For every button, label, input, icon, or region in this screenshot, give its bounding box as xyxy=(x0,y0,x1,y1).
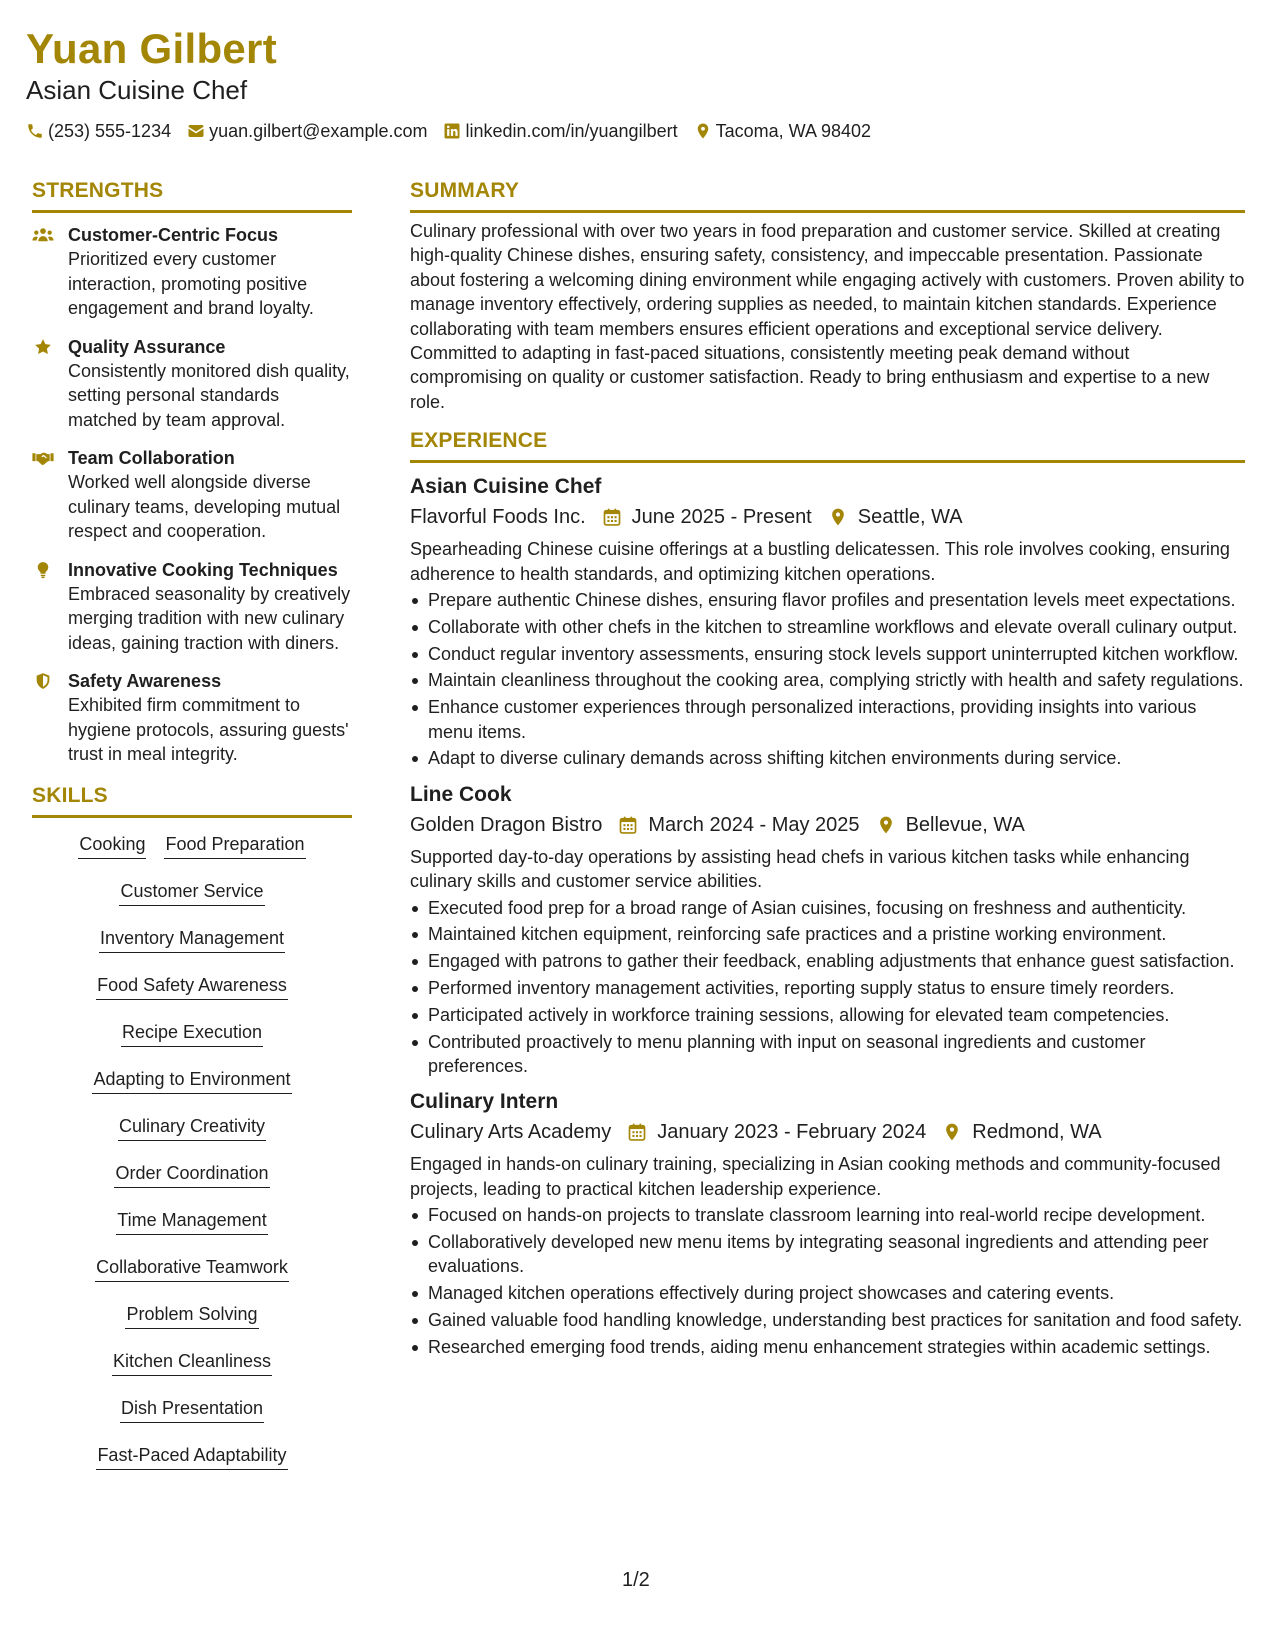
job-bullet: Prepare authentic Chinese dishes, ensuring flavor profiles and presentation levels meet expectations. xyxy=(410,588,1245,612)
job-bullet: Collaborate with other chefs in the kitchen to streamline workflows and elevate overall culinary output. xyxy=(410,615,1245,639)
contact-location xyxy=(694,120,871,142)
job-bullet: Maintain cleanliness throughout the cooking area, complying strictly with health and safety regulations. xyxy=(410,668,1245,692)
skill-tag: Recipe Execution xyxy=(121,1020,263,1047)
job-entry xyxy=(410,1088,1245,1359)
right-column xyxy=(410,176,1245,1362)
page-number: 1/2 xyxy=(622,1569,650,1591)
job-bullet: Adapt to diverse culinary demands across shifting kitchen environments during service. xyxy=(410,746,1245,770)
skill-tag: Fast-Paced Adaptability xyxy=(96,1443,287,1470)
job-bullet: Managed kitchen operations effectively during project showcases and catering events. xyxy=(410,1281,1245,1305)
job-location xyxy=(876,811,1025,839)
section-divider xyxy=(32,815,352,818)
job-entry xyxy=(410,473,1245,771)
lightbulb-icon xyxy=(32,558,58,656)
job-bullets xyxy=(410,588,1245,771)
strength-title: Safety Awareness xyxy=(68,671,222,691)
strength-description: Worked well alongside diverse culinary teams, developing mutual respect and cooperation. xyxy=(68,472,341,541)
phone-icon xyxy=(26,122,44,140)
job-bullet: Gained valuable food handling knowledge, understanding best practices for sanitation and food safety. xyxy=(410,1308,1245,1332)
job-bullet: Participated actively in workforce training sessions, allowing for elevated team competencies. xyxy=(410,1003,1245,1027)
summary-text: Culinary professional with over two years in food preparation and customer service. Skilled at creating high-quality Chinese dishes, ensuring safety, consistency, and impeccable presentation. Passionate about fostering a welcoming dining environment while engaging actively with customers. Proven ability to manage inventory effectively, ordering supplies as needed, to maintain kitchen standards. Experience collaborating with team members ensures efficient operations and exceptional service delivery. Committed to adapting in fast-paced situations, consistently meeting peak demand without compromising on quality or customer satisfaction. Ready to bring enthusiasm and expertise to a new role. xyxy=(410,221,1245,412)
job-bullet: Engaged with patrons to gather their feedback, enabling adjustments that enhance guest satisfaction. xyxy=(410,949,1245,973)
job-bullet: Collaboratively developed new menu items by integrating seasonal ingredients and attending peer evaluations. xyxy=(410,1230,1245,1279)
star-icon xyxy=(32,335,58,433)
job-meta xyxy=(410,1118,1245,1146)
skills-list xyxy=(32,832,352,1490)
job-bullet: Focused on hands-on projects to translate classroom learning into real-world recipe development. xyxy=(410,1203,1245,1227)
location-text: Tacoma, WA 98402 xyxy=(715,121,872,141)
skills-heading: SKILLS xyxy=(32,783,108,807)
shield-icon xyxy=(32,669,58,767)
strength-item xyxy=(32,669,352,767)
job-company: Golden Dragon Bistro xyxy=(410,813,603,836)
job-bullet: Enhance customer experiences through personalized interactions, providing insights into various menu items. xyxy=(410,695,1245,744)
resume-header xyxy=(26,24,1246,142)
job-description: Spearheading Chinese cuisine offerings at a bustling delicatessen. This role involves cooking, ensuring adherence to health standards, and optimizing kitchen operations. xyxy=(410,539,1230,584)
contact-bar xyxy=(26,120,1246,142)
job-company: Flavorful Foods Inc. xyxy=(410,506,586,529)
strength-item xyxy=(32,558,352,656)
linkedin-text[interactable]: linkedin.com/in/yuangilbert xyxy=(465,121,678,141)
job-location-text: Redmond, WA xyxy=(972,1121,1102,1144)
skill-tag: Order Coordination xyxy=(114,1161,269,1188)
strengths-heading: STRENGTHS xyxy=(32,179,164,202)
job-dates xyxy=(618,811,859,839)
skill-tag: Inventory Management xyxy=(99,926,285,953)
email-text[interactable]: yuan.gilbert@example.com xyxy=(209,121,428,141)
skill-tag: Time Management xyxy=(116,1208,267,1235)
contact-phone xyxy=(26,120,171,142)
skill-tag: Culinary Creativity xyxy=(118,1114,266,1141)
map-pin-icon xyxy=(694,122,712,140)
strengths-list xyxy=(32,223,352,767)
job-bullet: Researched emerging food trends, aiding menu enhancement strategies within academic settings. xyxy=(410,1335,1245,1359)
skill-tag: Customer Service xyxy=(119,879,264,906)
strength-title: Team Collaboration xyxy=(68,448,235,468)
contact-email[interactable] xyxy=(187,120,427,142)
job-bullets xyxy=(410,896,1245,1079)
strength-description: Exhibited firm commitment to hygiene protocols, assuring guests' trust in meal integrity. xyxy=(68,695,349,764)
job-location xyxy=(942,1118,1101,1146)
phone-text: (253) 555-1234 xyxy=(48,121,172,141)
job-dates-text: June 2025 - Present xyxy=(631,506,812,529)
skill-tag: Kitchen Cleanliness xyxy=(112,1349,272,1376)
skill-tag: Food Safety Awareness xyxy=(96,973,288,1000)
skill-tag: Dish Presentation xyxy=(120,1396,264,1423)
skill-tag: Collaborative Teamwork xyxy=(95,1255,289,1282)
job-title: Asian Cuisine Chef xyxy=(410,475,602,499)
calendar-icon xyxy=(618,815,638,835)
calendar-icon xyxy=(602,507,622,527)
contact-linkedin[interactable] xyxy=(443,120,677,142)
users-icon xyxy=(32,223,58,321)
job-title: Culinary Intern xyxy=(410,1090,559,1114)
summary-heading: SUMMARY xyxy=(410,179,520,202)
section-divider xyxy=(32,210,352,213)
experience-heading: EXPERIENCE xyxy=(410,429,548,453)
job-description: Engaged in hands-on culinary training, specializing in Asian cooking methods and community-focused projects, leading to practical kitchen leadership experience. xyxy=(410,1154,1221,1199)
left-column xyxy=(32,176,352,1490)
job-meta xyxy=(410,503,1245,531)
job-company: Culinary Arts Academy xyxy=(410,1121,612,1144)
job-bullet: Conduct regular inventory assessments, ensuring stock levels support uninterrupted kitchen workflow. xyxy=(410,642,1245,666)
linkedin-icon xyxy=(443,122,461,140)
strengths-section xyxy=(32,176,352,767)
job-dates-text: January 2023 - February 2024 xyxy=(657,1121,927,1144)
map-pin-icon xyxy=(942,1122,962,1142)
map-pin-icon xyxy=(828,507,848,527)
job-bullet: Performed inventory management activities, reporting supply status to ensure timely reorders. xyxy=(410,976,1245,1000)
job-bullet: Maintained kitchen equipment, reinforcing safe practices and a pristine working environment. xyxy=(410,922,1245,946)
job-dates xyxy=(627,1118,926,1146)
strength-title: Customer-Centric Focus xyxy=(68,225,279,245)
job-dates-text: March 2024 - May 2025 xyxy=(648,813,860,836)
job-bullet: Contributed proactively to menu planning with input on seasonal ingredients and customer preferences. xyxy=(410,1030,1245,1079)
skill-tag: Problem Solving xyxy=(125,1302,258,1329)
strength-item xyxy=(32,223,352,321)
skill-tag: Adapting to Environment xyxy=(92,1067,291,1094)
strength-description: Consistently monitored dish quality, setting personal standards matched by team approval. xyxy=(68,360,350,430)
calendar-icon xyxy=(627,1122,647,1142)
experience-section xyxy=(410,426,1245,1359)
envelope-icon xyxy=(187,122,205,140)
candidate-title: Asian Cuisine Chef xyxy=(26,75,248,105)
strength-description: Prioritized every customer interaction, promoting positive engagement and brand loyalty. xyxy=(68,249,314,318)
job-location xyxy=(828,503,963,531)
skill-tag: Cooking xyxy=(78,832,146,859)
section-divider xyxy=(410,210,1245,213)
strength-description: Embraced seasonality by creatively merging tradition with new culinary ideas, gaining traction with diners. xyxy=(68,583,351,653)
job-meta xyxy=(410,811,1245,839)
skills-section xyxy=(32,781,352,1490)
summary-section xyxy=(410,176,1245,414)
strength-title: Innovative Cooking Techniques xyxy=(68,559,338,580)
job-dates xyxy=(602,503,812,531)
job-bullets xyxy=(410,1203,1245,1359)
job-location-text: Bellevue, WA xyxy=(905,813,1025,836)
strength-item xyxy=(32,446,352,544)
strength-title: Quality Assurance xyxy=(68,336,226,357)
job-bullet: Executed food prep for a broad range of Asian cuisines, focusing on freshness and authenticity. xyxy=(410,896,1245,920)
job-entry xyxy=(410,781,1245,1079)
job-location-text: Seattle, WA xyxy=(857,506,963,529)
map-pin-icon xyxy=(876,815,896,835)
handshake-icon xyxy=(32,446,58,544)
job-title: Line Cook xyxy=(410,782,512,806)
strength-item xyxy=(32,335,352,433)
candidate-name: Yuan Gilbert xyxy=(26,25,277,72)
job-description: Supported day-to-day operations by assisting head chefs in various kitchen tasks while enhancing culinary skills and customer service abilities. xyxy=(410,846,1190,892)
section-divider xyxy=(410,460,1245,463)
skill-tag: Food Preparation xyxy=(164,832,305,859)
